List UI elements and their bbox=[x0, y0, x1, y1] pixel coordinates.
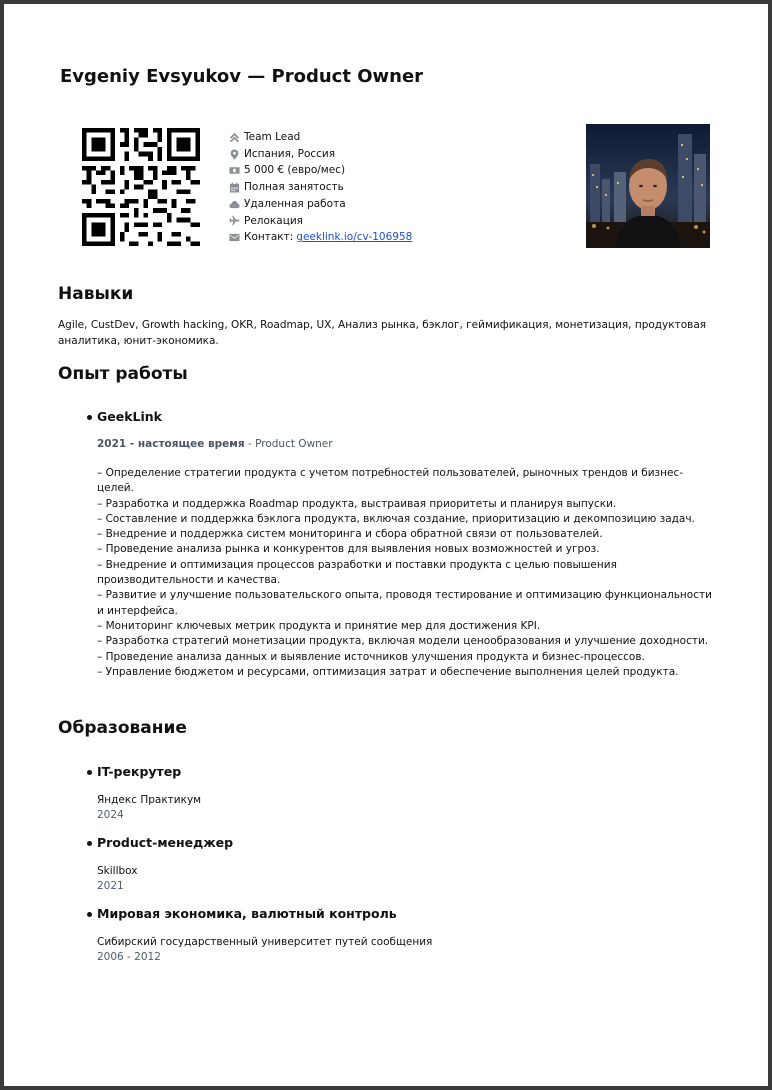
info-row-relocation bbox=[228, 213, 412, 230]
contact-label: Контакт: bbox=[244, 231, 294, 244]
duty-item: – Мониторинг ключевых метрик продукта и принятие мер для достижения KPI. bbox=[97, 619, 541, 632]
company-name: GeekLink bbox=[97, 409, 162, 424]
experience-heading: Опыт работы bbox=[58, 364, 188, 384]
map-pin-icon bbox=[228, 148, 240, 160]
info-row-salary bbox=[228, 162, 412, 179]
plane-icon bbox=[228, 215, 240, 227]
job-dates: 2021 - настоящее время bbox=[97, 438, 245, 450]
info-remote: Удаленная работа bbox=[244, 197, 346, 210]
education-years: 2006 - 2012 bbox=[97, 951, 161, 963]
skills-text: Agile, CustDev, Growth hacking, OKR, Roadmap, UX, Анализ рынка, бэклог, геймификация, монетизация, продуктовая аналитика, юнит-экономика. bbox=[58, 319, 707, 347]
duty-item: – Разработка стратегий монетизации продукта, включая модели ценообразования и улучшение доходности. bbox=[97, 635, 709, 648]
education-years: 2021 bbox=[97, 880, 124, 892]
cloud-icon bbox=[228, 198, 240, 210]
info-row-contact bbox=[228, 229, 412, 246]
duty-item: – Развитие и улучшение пользовательского опыта, проводя тестирование и оптимизацию функциональности и интерфейса. bbox=[97, 589, 712, 617]
job-separator: - bbox=[244, 438, 256, 450]
chevrons-up-icon bbox=[228, 131, 240, 143]
info-location: Испания, Россия bbox=[244, 147, 336, 160]
education-institution: Сибирский государственный университет путей сообщения bbox=[97, 936, 433, 948]
duty-item: – Проведение анализа данных и выявление источников улучшения продукта и бизнес-процессов. bbox=[97, 650, 645, 663]
info-salary: 5 000 € (евро/мес) bbox=[244, 164, 346, 177]
job-role: Product Owner bbox=[255, 438, 333, 450]
duty-item: – Внедрение и поддержка систем мониторинга и сбора обратной связи от пользователей. bbox=[97, 528, 603, 541]
skills-heading: Навыки bbox=[58, 284, 134, 304]
duty-item: – Составление и поддержка бэклога продукта, включая создание, приоритизацию и декомпозицию задач. bbox=[97, 512, 695, 525]
duty-item: – Разработка и поддержка Roadmap продукта, выстраивая приоритеты и планируя выпуски. bbox=[97, 497, 617, 510]
calendar-icon bbox=[228, 181, 240, 193]
contact-link[interactable]: geeklink.io/cv-106958 bbox=[296, 231, 413, 244]
envelope-icon bbox=[228, 232, 240, 244]
duty-item: – Проведение анализа рынка и конкурентов для выявления новых возможностей и угроз. bbox=[97, 543, 600, 556]
info-list bbox=[228, 129, 412, 246]
info-row-location bbox=[228, 146, 412, 163]
profile-photo bbox=[586, 124, 710, 248]
info-row-employment bbox=[228, 179, 412, 196]
money-icon bbox=[228, 165, 240, 177]
education-institution: Skillbox bbox=[97, 865, 138, 877]
page-title: Evgeniy Evsyukov — Product Owner bbox=[60, 66, 424, 87]
info-position: Team Lead bbox=[244, 131, 301, 143]
info-row-remote bbox=[228, 196, 412, 213]
qr-code bbox=[82, 128, 200, 246]
education-title: IT-рекрутер bbox=[97, 764, 182, 779]
job-period bbox=[97, 438, 333, 450]
education-heading: Образование bbox=[58, 718, 187, 738]
education-institution: Яндекс Практикум bbox=[97, 794, 202, 806]
duties-list bbox=[97, 466, 712, 680]
education-years: 2024 bbox=[97, 809, 124, 821]
info-employment: Полная занятость bbox=[244, 181, 344, 194]
duty-item: – Определение стратегии продукта с учетом потребностей пользователей, рыночных трендов и бизнес-целей. bbox=[97, 467, 684, 495]
education-title: Мировая экономика, валютный контроль bbox=[97, 906, 397, 921]
education-title: Product-менеджер bbox=[97, 835, 234, 850]
info-row-position bbox=[228, 129, 412, 146]
duty-item: – Внедрение и оптимизация процессов разработки и поставки продукта с целью повышения производительности и качества. bbox=[97, 558, 617, 587]
duty-item: – Управление бюджетом и ресурсами, оптимизация затрат и обеспечение выполнения целей продукта. bbox=[97, 665, 679, 678]
resume-page bbox=[4, 4, 768, 1086]
info-relocation: Релокация bbox=[244, 214, 303, 227]
